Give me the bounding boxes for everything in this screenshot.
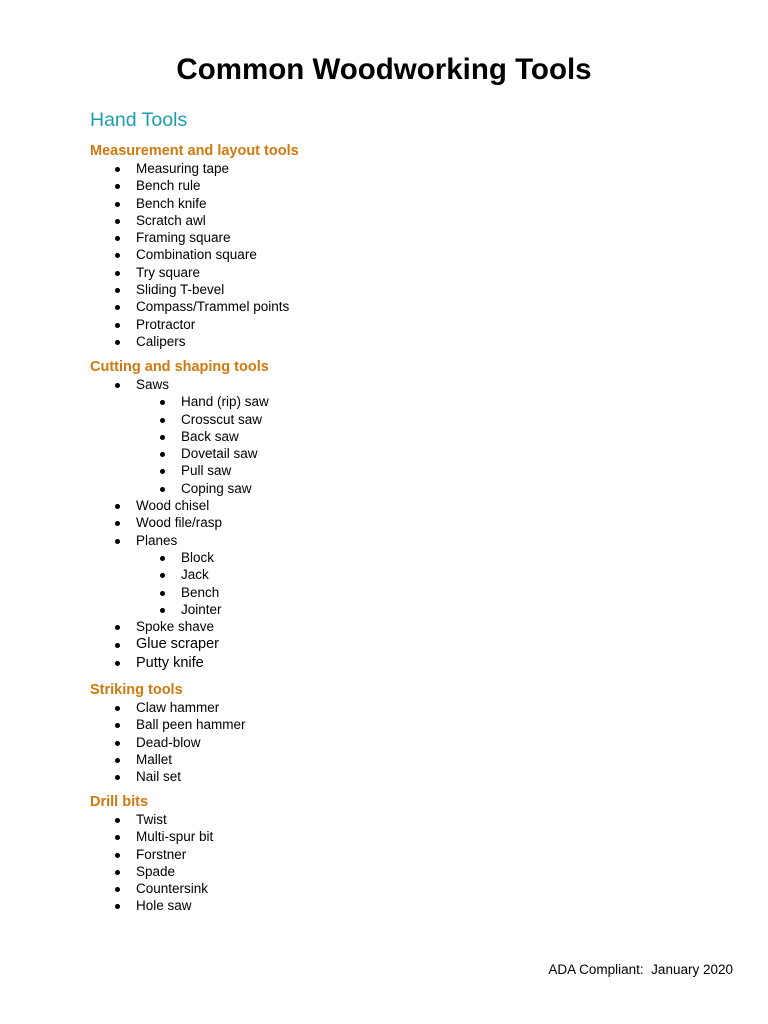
list-item: Sliding T-bevel bbox=[0, 281, 289, 298]
sublist-item: Jointer bbox=[0, 601, 269, 618]
bullet-icon bbox=[115, 643, 120, 648]
bullet-icon bbox=[115, 887, 120, 892]
list-item: Nail set bbox=[0, 768, 246, 785]
bullet-icon bbox=[115, 184, 120, 189]
bullet-icon bbox=[115, 723, 120, 728]
bullet-icon bbox=[115, 521, 120, 526]
bullet-icon bbox=[160, 608, 165, 613]
bullet-icon bbox=[160, 469, 165, 474]
list-item: Ball peen hammer bbox=[0, 716, 246, 733]
list-item: Bench knife bbox=[0, 195, 289, 212]
section-heading-hand-tools: Hand Tools bbox=[90, 109, 188, 131]
bullet-icon bbox=[115, 504, 120, 509]
sublist-item: Bench bbox=[0, 584, 269, 601]
list-drill-bits bbox=[0, 811, 213, 915]
sublist-container bbox=[0, 393, 269, 497]
bullet-icon bbox=[115, 758, 120, 763]
group-heading-measurement: Measurement and layout tools bbox=[90, 143, 299, 159]
bullet-icon bbox=[115, 323, 120, 328]
sublist-container bbox=[0, 549, 269, 618]
bullet-icon bbox=[115, 661, 120, 666]
list-item: Claw hammer bbox=[0, 699, 246, 716]
sublist-item: Back saw bbox=[0, 428, 269, 445]
bullet-icon bbox=[115, 775, 120, 780]
bullet-icon bbox=[160, 452, 165, 457]
sublist-item: Pull saw bbox=[0, 462, 269, 479]
bullet-icon bbox=[160, 435, 165, 440]
bullet-icon bbox=[115, 271, 120, 276]
bullet-icon bbox=[115, 340, 120, 345]
list-item: Protractor bbox=[0, 316, 289, 333]
bullet-icon bbox=[160, 573, 165, 578]
bullet-icon bbox=[115, 202, 120, 207]
list-item: Multi-spur bit bbox=[0, 828, 213, 845]
list-item: Compass/Trammel points bbox=[0, 298, 289, 315]
list-item: Framing square bbox=[0, 229, 289, 246]
list-item: Wood chisel bbox=[0, 497, 269, 514]
bullet-icon bbox=[115, 741, 120, 746]
bullet-icon bbox=[115, 539, 120, 544]
list-item: Glue scraper bbox=[0, 635, 269, 654]
list-item: Bench rule bbox=[0, 177, 289, 194]
list-item: Wood file/rasp bbox=[0, 514, 269, 531]
bullet-icon bbox=[115, 870, 120, 875]
bullet-icon bbox=[115, 167, 120, 172]
footer-ada-compliant: ADA Compliant: January 2020 bbox=[548, 962, 733, 977]
page-title: Common Woodworking Tools bbox=[176, 53, 592, 86]
bullet-icon bbox=[115, 706, 120, 711]
bullet-icon bbox=[160, 556, 165, 561]
bullet-icon bbox=[115, 853, 120, 858]
list-item: Saws bbox=[0, 376, 269, 393]
sublist-item: Crosscut saw bbox=[0, 411, 269, 428]
list-item: Putty knife bbox=[0, 654, 269, 673]
sublist-item: Jack bbox=[0, 566, 269, 583]
group-heading-striking: Striking tools bbox=[90, 682, 183, 698]
bullet-icon bbox=[160, 591, 165, 596]
sublist-item: Coping saw bbox=[0, 480, 269, 497]
sublist-planes bbox=[0, 549, 269, 618]
bullet-icon bbox=[160, 418, 165, 423]
bullet-icon bbox=[115, 383, 120, 388]
sublist-saws bbox=[0, 393, 269, 497]
sublist-item: Block bbox=[0, 549, 269, 566]
bullet-icon bbox=[115, 219, 120, 224]
group-heading-drill-bits: Drill bits bbox=[90, 794, 149, 810]
bullet-icon bbox=[160, 487, 165, 492]
bullet-icon bbox=[115, 236, 120, 241]
bullet-icon bbox=[115, 305, 120, 310]
bullet-icon bbox=[115, 904, 120, 909]
list-item: Countersink bbox=[0, 880, 213, 897]
sublist-item: Dovetail saw bbox=[0, 445, 269, 462]
list-item: Try square bbox=[0, 264, 289, 281]
list-item: Twist bbox=[0, 811, 213, 828]
list-striking-tools bbox=[0, 699, 246, 785]
list-item: Hole saw bbox=[0, 897, 213, 914]
bullet-icon bbox=[115, 253, 120, 258]
bullet-icon bbox=[115, 835, 120, 840]
list-cutting-tools bbox=[0, 376, 269, 672]
list-item: Dead-blow bbox=[0, 734, 246, 751]
group-heading-cutting: Cutting and shaping tools bbox=[90, 359, 269, 375]
list-item: Combination square bbox=[0, 246, 289, 263]
bullet-icon bbox=[160, 400, 165, 405]
bullet-icon bbox=[115, 818, 120, 823]
list-item: Mallet bbox=[0, 751, 246, 768]
sublist-item: Hand (rip) saw bbox=[0, 393, 269, 410]
list-measurement-tools bbox=[0, 160, 289, 350]
list-item: Planes bbox=[0, 532, 269, 549]
list-item: Calipers bbox=[0, 333, 289, 350]
list-item: Measuring tape bbox=[0, 160, 289, 177]
bullet-icon bbox=[115, 625, 120, 630]
list-item: Scratch awl bbox=[0, 212, 289, 229]
bullet-icon bbox=[115, 288, 120, 293]
list-item: Forstner bbox=[0, 846, 213, 863]
list-item: Spade bbox=[0, 863, 213, 880]
list-item: Spoke shave bbox=[0, 618, 269, 635]
